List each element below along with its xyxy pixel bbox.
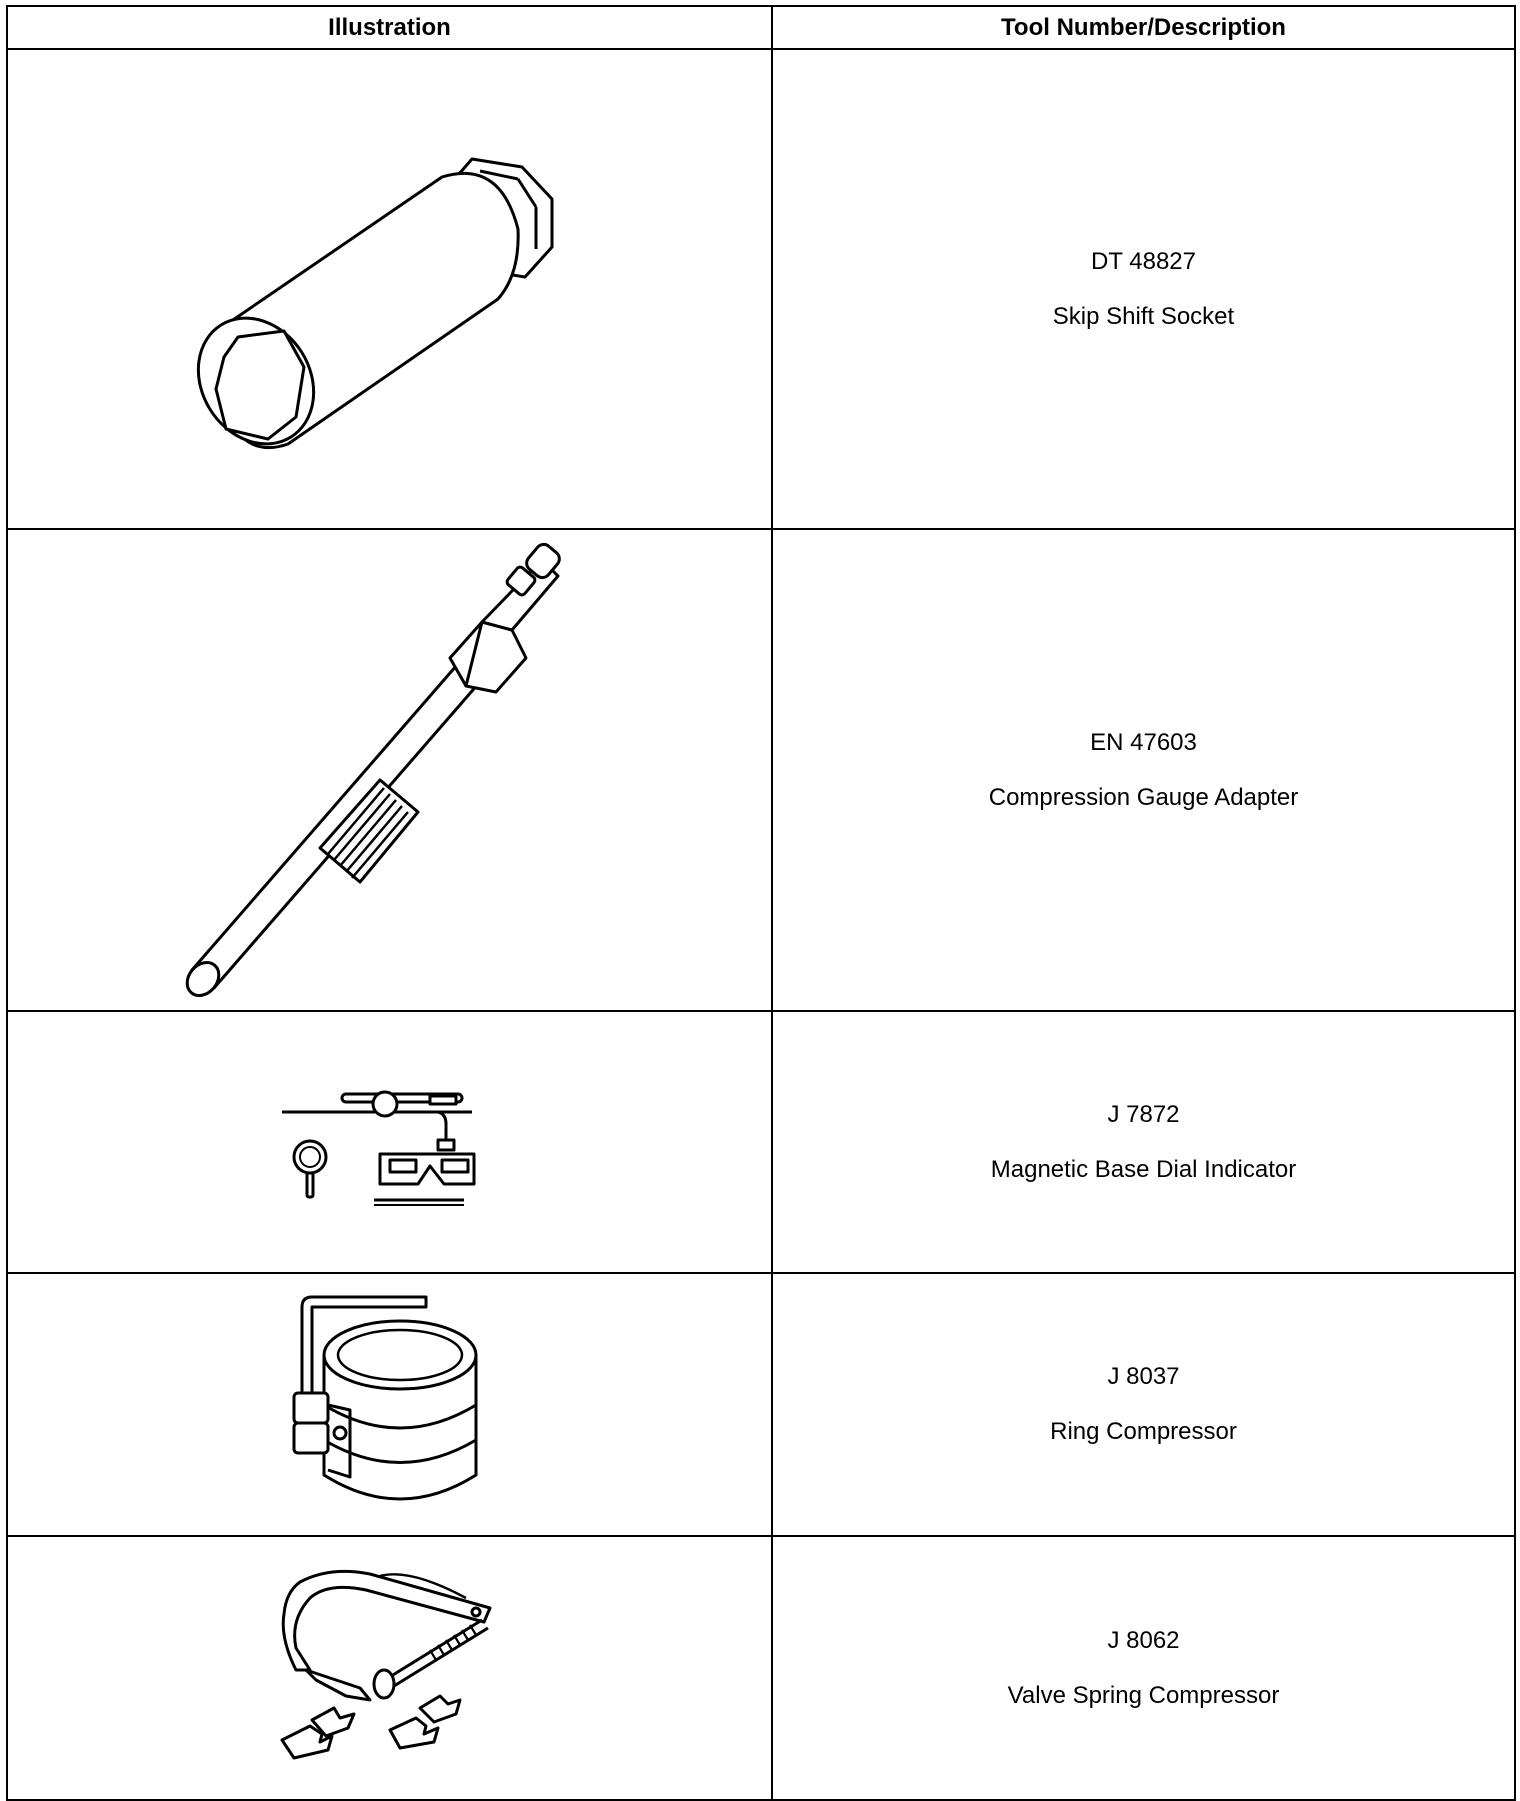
- table-row: [7, 529, 1515, 1011]
- tool-number: J 8062: [1107, 1626, 1180, 1654]
- description-cell: [772, 1011, 1515, 1273]
- illustration-cell: [7, 1273, 772, 1536]
- tool-description: Skip Shift Socket: [1052, 302, 1235, 330]
- valve-spring-compressor-icon: [270, 1558, 510, 1778]
- header-row: [7, 6, 1515, 49]
- socket-icon: [180, 99, 600, 479]
- header-tool-number-description: Tool Number/Description: [772, 6, 1515, 49]
- illustration-cell: [7, 529, 772, 1011]
- ring-compressor-icon: [280, 1285, 500, 1525]
- table-row: [7, 1011, 1515, 1273]
- description-cell: [772, 1273, 1515, 1536]
- tool-description: Valve Spring Compressor: [1007, 1681, 1280, 1709]
- gauge-adapter-icon: [170, 540, 610, 1000]
- illustration-cell: [7, 1011, 772, 1273]
- dial-indicator-icon: [280, 1072, 500, 1212]
- header-illustration: Illustration: [7, 6, 772, 49]
- description-cell: [772, 1536, 1515, 1800]
- tool-description: Compression Gauge Adapter: [988, 783, 1299, 811]
- illustration-cell: [7, 1536, 772, 1800]
- tool-number: J 8037: [1107, 1363, 1180, 1390]
- description-cell: [772, 49, 1515, 529]
- tool-number: DT 48827: [1091, 247, 1196, 275]
- special-tools-table: [6, 5, 1516, 1801]
- tool-number: EN 47603: [1090, 728, 1197, 756]
- tool-description: Magnetic Base Dial Indicator: [990, 1155, 1297, 1183]
- table-row: [7, 49, 1515, 529]
- table-row: [7, 1536, 1515, 1800]
- illustration-cell: [7, 49, 772, 529]
- description-cell: [772, 529, 1515, 1011]
- tool-description: Ring Compressor: [1050, 1418, 1237, 1445]
- table-row: [7, 1273, 1515, 1536]
- tool-number: J 7872: [1107, 1100, 1180, 1128]
